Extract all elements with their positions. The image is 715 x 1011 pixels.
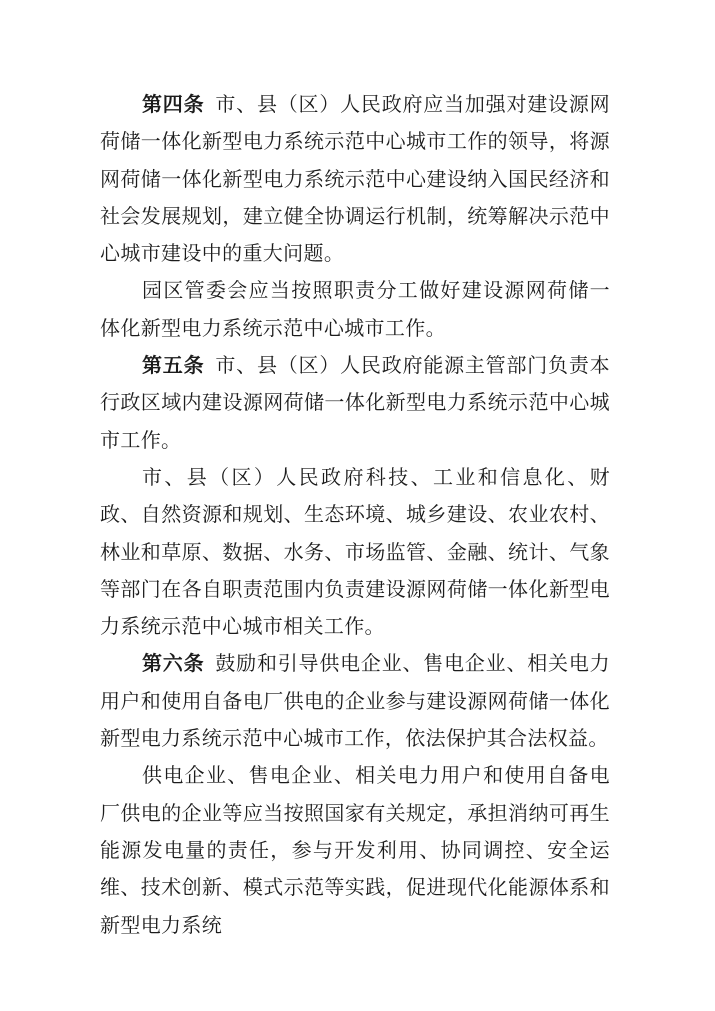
paragraph-article-5 xyxy=(100,347,610,459)
paragraph-article-5-clause-2 xyxy=(100,459,610,645)
paragraph-text: 市、县（区）人民政府能源主管部门负责本行政区域内建设源网荷储一体化新型电力系统示范中心城市工作。 xyxy=(100,353,610,452)
paragraph-text: 鼓励和引导供电企业、售电企业、相关电力用户和使用自备电厂供电的企业参与建设源网荷储一体化新型电力系统示范中心城市工作，依法保护其合法权益。 xyxy=(100,651,610,751)
paragraph-article-6 xyxy=(100,645,610,757)
article-5-number: 第五条 xyxy=(142,353,205,378)
paragraph-text: 供电企业、售电企业、相关电力用户和使用自备电厂供电的企业等应当按照国家有关规定，承担消纳可再生能源发电量的责任，参与开发利用、协同调控、安全运维、技术创新、模式示范等实践，促进现代化能源体系和新型电力系统 xyxy=(100,763,610,937)
paragraph-article-4 xyxy=(100,86,610,272)
article-6-number: 第六条 xyxy=(142,651,205,676)
document-body xyxy=(100,86,610,944)
paragraph-text: 市、县（区）人民政府应当加强对建设源网荷储一体化新型电力系统示范中心城市工作的领导，将源网荷储一体化新型电力系统示范中心建设纳入国民经济和社会发展规划，建立健全协调运行机制，统筹解决示范中心城市建设中的重大问题。 xyxy=(100,92,610,266)
paragraph-article-6-clause-2 xyxy=(100,757,610,943)
paragraph-text: 园区管委会应当按照职责分工做好建设源网荷储一体化新型电力系统示范中心城市工作。 xyxy=(100,278,610,340)
paragraph-article-4-clause-2 xyxy=(100,272,610,347)
article-4-number: 第四条 xyxy=(142,92,205,116)
paragraph-text: 市、县（区）人民政府科技、工业和信息化、财政、自然资源和规划、生态环境、城乡建设、农业农村、林业和草原、数据、水务、市场监管、金融、统计、气象等部门在各自职责范围内负责建设源网荷储一体化新型电力系统示范中心城市相关工作。 xyxy=(100,464,610,639)
